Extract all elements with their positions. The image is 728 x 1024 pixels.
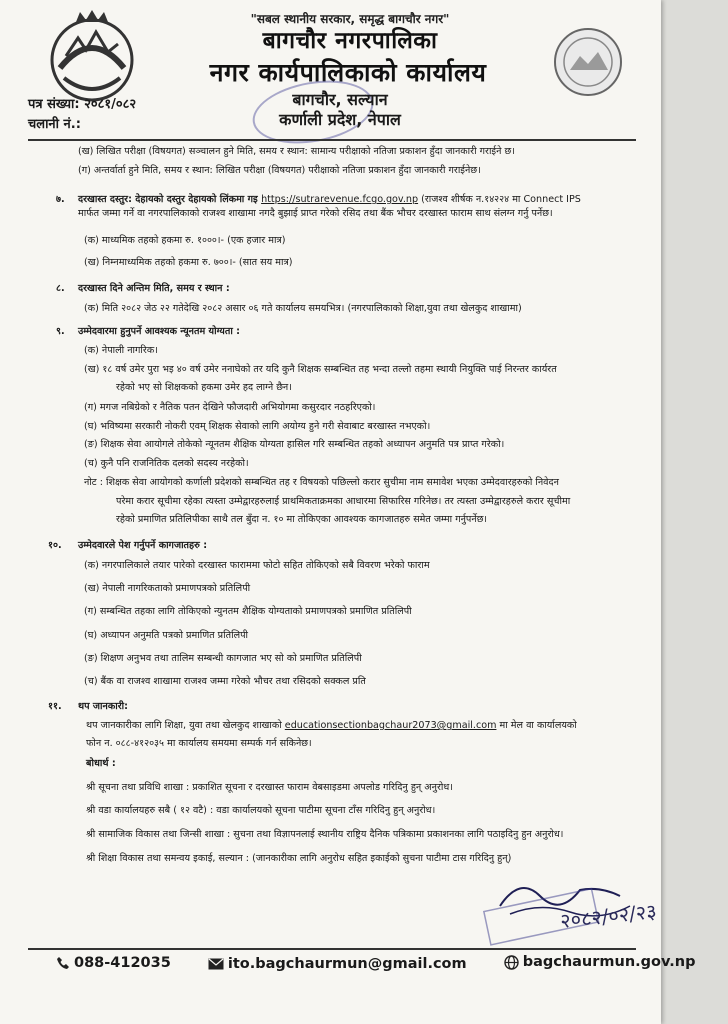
section-8-title: दरखास्त दिने अन्तिम मिति, समय र स्थान : <box>78 283 230 294</box>
envelope-icon <box>208 958 224 970</box>
footer-website[interactable]: bagchaurmun.gov.np <box>504 954 712 970</box>
footer-divider <box>28 948 636 950</box>
globe-icon <box>504 955 519 970</box>
note-line-1: नोट : शिक्षक सेवा आयोगको कर्णाली प्रदेशको सम्बन्धित तह र विषयको पछिल्लो करार सुचीमा नाम समावेश भएका उम्मेदवारहरुको निवेदन <box>84 477 559 488</box>
document-kha: (ख) नेपाली नागरिकताको प्रमाणपत्रको प्रतिलिपी <box>84 583 251 594</box>
section-9-number: ९. <box>56 326 65 337</box>
header-divider <box>28 139 636 141</box>
document-cha: (च) बैंक वा राजश्व शाखामा राजश्व जम्मा गरेको भौचर तथा रसिदको सक्कल प्रति <box>84 676 366 687</box>
note-line-3: रहेको प्रमाणित प्रतिलिपीका साथै तल बुँदा न. १० मा तोकिएका आवश्यक कागजातहरु समेत जम्मा गर्नुपर्नेछ। <box>116 514 488 525</box>
ref-number: पत्र संख्या: २०८१/०८२ <box>28 97 137 112</box>
document-ga: (ग) सम्बन्धित तहका लागि तोकिएको न्युनतम शैक्षिक योग्यताको प्रमाणपत्रको प्रमाणित प्रतिलिपी <box>84 606 412 617</box>
section-7-number: ७. <box>56 194 65 205</box>
government-emblem-icon <box>46 8 138 108</box>
section-8-number: ८. <box>56 283 65 294</box>
qualification-kha-2: रहेको भए सो शिक्षकको हकमा उमेर हद लाग्ने छैन। <box>116 382 292 393</box>
document-gha: (घ) अध्यापन अनुमति पत्रको प्रमाणित प्रतिलिपी <box>84 630 249 641</box>
section-9-title: उम्मेदवारमा हुनुपर्ने आवश्यक न्यूनतम योग्यता : <box>78 326 240 337</box>
footer-email[interactable]: ito.bagchaurmun@gmail.com <box>208 956 483 972</box>
section-11-number: ११. <box>48 701 62 712</box>
cc-item-wards: श्री वडा कार्यालयहरु सबै ( १२ वटै) : वडा कार्यालयको सूचना पाटीमा सूचना टाँस गरिदिनु हुन् अनुरोध। <box>86 805 436 816</box>
section-10-number: १०. <box>48 540 62 551</box>
fee-secondary: (क) माध्यमिक तहको हकमा रु. १०००।- (एक हजार मात्र) <box>84 235 286 246</box>
qualification-cha: (च) कुनै पनि राजनितिक दलको सदस्य नरहेको। <box>84 458 249 469</box>
municipality-name: बागचौर नगरपालिका <box>262 28 438 54</box>
deadline-item: (क) मिति २०८२ जेठ २२ गतेदेखि २०८२ असार ०६ गते कार्यालय समयभित्र। (नगरपालिकाको शिक्षा,युवा तथा खेलकुद शाखामा) <box>84 303 522 314</box>
cc-item-social: श्री सामाजिक विकास तथा जिन्सी शाखा : सुचना तथा विज्ञापनलाई स्थानीय राष्ट्रिय दैनिक पत्रिकामा प्रकाशनका लागि पठाइदिनु हुन अनुरोध। <box>86 829 564 840</box>
qualification-nga: (ङ) शिक्षक सेवा आयोगले तोकेको न्यूनतम शैक्षिक योग्यता हासिल गरि सम्बन्धित तहको अध्यापन अनुमति पत्र प्राप्त गरेको। <box>84 439 505 450</box>
contact-line-1: थप जानकारीका लागि शिक्षा, युवा तथा खेलकुद शाखाको educationsectionbagchaur2073@gmail.com मा मेल वा कार्यालयको <box>86 720 577 731</box>
education-email-link[interactable]: educationsectionbagchaur2073@gmail.com <box>284 720 497 731</box>
exam-item-ga: (ग) अन्तर्वार्ता हुने मिति, समय र स्थान: लिखित परीक्षा (विषयगत) परीक्षाको नतिजा प्रकाशन हुँदा जानकारी गराईनेछ। <box>78 165 481 176</box>
fee-line-1: दरखास्त दस्तुर: देहायको दस्तुर देहायको लिंकमा गइ https://sutrarevenue.fcgo.gov.np (राजश्व शीर्षक न.१४२२४ मा Connect IPS <box>78 194 581 205</box>
revenue-link[interactable]: https://sutrarevenue.fcgo.gov.np <box>261 194 419 205</box>
note-line-2: परेमा करार सूचीमा रहेका त्यस्ता उम्मेद्वारहरुलाई प्राथमिकताक्रमका आधारमा सिफारिस गरिनेछ। तर त्यस्ता उम्मेद्वारहरुले करार सूचीमा <box>116 496 571 507</box>
footer-phone: 088-412035 <box>56 955 187 971</box>
qualification-kha-1: (ख) १८ वर्ष उमेर पुरा भइ ४० वर्ष उमेर ननाघेको तर यदि कुनै शिक्षक सम्बन्धित तह भन्दा तल्लो तहमा स्थायी नियुक्ति पाई निरन्तर कार्यरत <box>84 364 557 375</box>
dispatch-number: चलानी नं.: <box>28 117 81 132</box>
municipal-seal-icon <box>552 26 624 98</box>
document-nga: (ङ) शिक्षण अनुभव तथा तालिम सम्बन्धी कागजात भए सो को प्रमाणित प्रतिलिपी <box>84 653 362 664</box>
section-11-title: थप जानकारी: <box>78 701 128 712</box>
exam-item-kha: (ख) लिखित परीक्षा (विषयगत) सञ्चालन हुने मिति, समय र स्थान: सामान्य परीक्षाको नतिजा प्रकाशन हुँदा जानकारी गराईने छ। <box>78 146 515 157</box>
contact-line-2: फोन न. ०८८-४१२०३५ मा कार्यालय समयमा सम्पर्क गर्न सकिनेछ। <box>86 738 312 749</box>
signature-date: २०८२/०२/२३ <box>559 899 658 933</box>
qualification-ga: (ग) मगज नबिग्रेको र नैतिक पतन देखिने फौजदारी अभियोगमा कसुरदार नठहरिएको। <box>84 402 376 413</box>
district-name: बागचौर, सल्यान <box>292 90 388 109</box>
qualification-ka: (क) नेपाली नागरिक। <box>84 345 158 356</box>
slogan: "सबल स्थानीय सरकार, समृद्ध बागचौर नगर" <box>250 12 450 26</box>
office-name: नगर कार्यपालिकाको कार्यालय <box>209 58 487 87</box>
phone-icon <box>56 956 70 970</box>
cc-item-education-unit: श्री शिक्षा विकास तथा समन्वय इकाई, सल्यान : (जानकारीका लागि अनुरोध सहित इकाईको सुचना पाटीमा टास गरिदिनु हुन्) <box>86 853 512 864</box>
footer-contacts <box>56 954 696 974</box>
cc-title: बोधार्थ : <box>86 758 116 769</box>
province-name: कर्णाली प्रदेश, नेपाल <box>279 110 401 129</box>
fee-line-2: मार्फत जम्मा गर्ने वा नगरपालिकाको राजश्व शाखामा नगदै बुझाई प्राप्त गरेको रसिद तथा बैंक भौचर दरखास्त फाराम साथ संलग्न गर्नु पर्नेछ। <box>78 208 553 219</box>
section-10-title: उम्मेदवारले पेश गर्नुपर्ने कागजातहरु : <box>78 540 208 551</box>
document-ka: (क) नगरपालिकाले तयार पारेको दरखास्त फाराममा फोटो सहित तोकिएको सबै विवरण भरेको फाराम <box>84 560 430 571</box>
cc-item-it: श्री सूचना तथा प्रविधि शाखा : प्रकाशित सूचना र दरखास्त फाराम वेबसाइडमा अपलोड गरिदिनु हुन् अनुरोध। <box>86 782 453 793</box>
qualification-gha: (घ) भविष्यमा सरकारी नोकरी एवम् शिक्षक सेवाको लागि अयोग्य हुने गरी सेवाबाट बरखास्त नभएको। <box>84 421 431 432</box>
fee-lower-secondary: (ख) निम्नमाध्यमिक तहको हकमा रु. ७००।- (सात सय मात्र) <box>84 257 293 268</box>
